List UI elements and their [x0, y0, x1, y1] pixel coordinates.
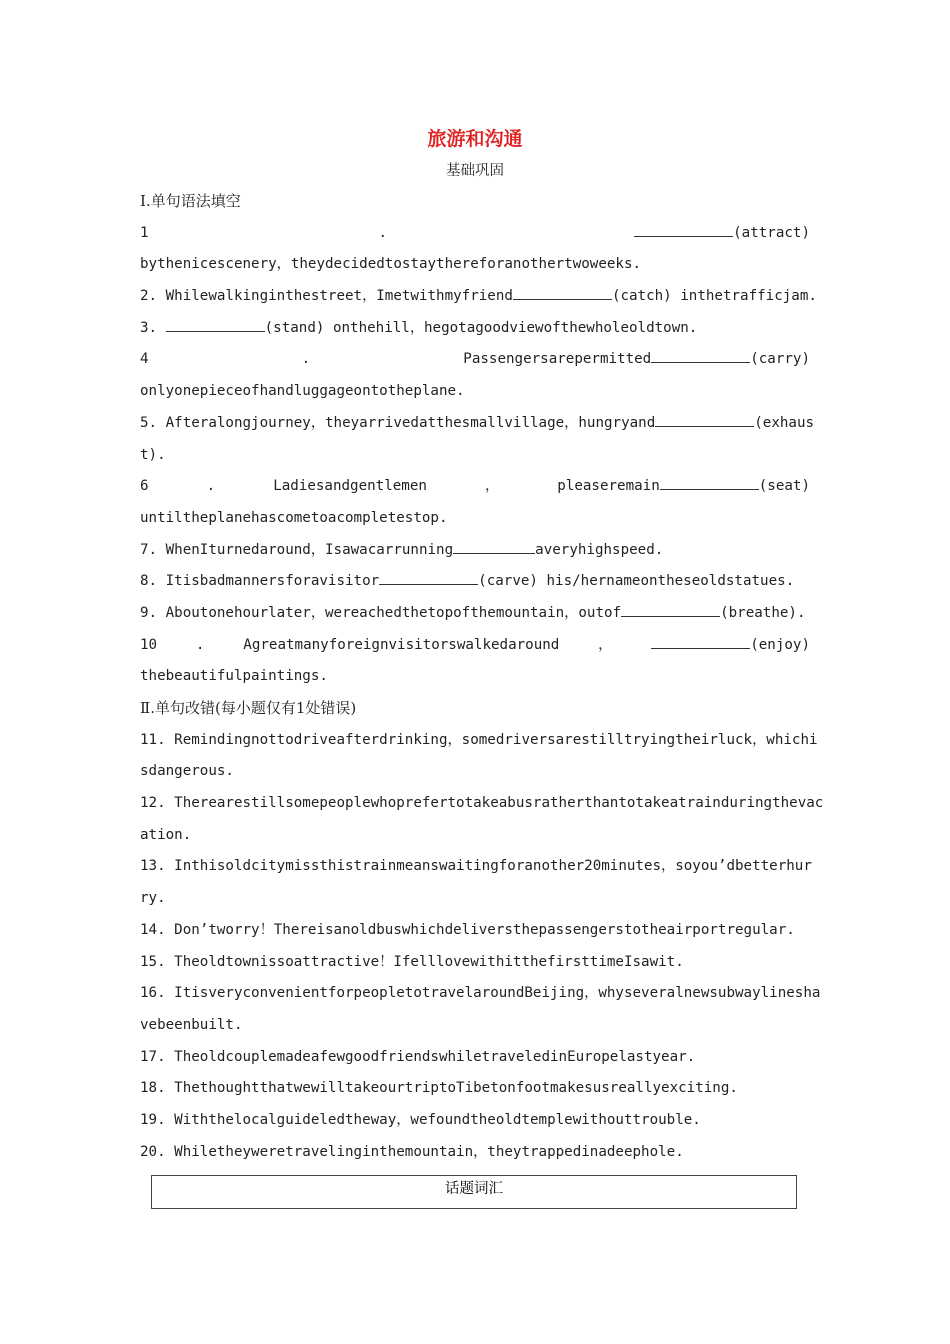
answer-blank[interactable] [379, 567, 478, 585]
question-10-continued: thebeautifulpaintings. [140, 668, 328, 685]
answer-blank[interactable] [655, 409, 754, 427]
topic-vocabulary-label: 话题词汇 [445, 1181, 503, 1197]
question-dot: . [301, 351, 311, 368]
answer-blank-group [651, 630, 810, 662]
topic-vocabulary-box [151, 1175, 797, 1209]
question-number: 10 [140, 636, 158, 653]
question-comma: ， [598, 636, 613, 653]
worksheet [140, 122, 824, 1168]
question-12: 12. Therearestillsomepeoplewhoprefertotakeabusratherthantotakeatrainduringthevac [140, 795, 824, 812]
question-1-continued: bythenicescenery，theydecidedtostaythereforanothertwoweeks. [140, 256, 642, 273]
word-hint: (attract) [733, 224, 810, 241]
question-text: Ladiesandgentlemen [273, 478, 427, 495]
question-6 [140, 471, 810, 503]
answer-blank[interactable] [651, 345, 750, 363]
question-dot: . [206, 478, 216, 495]
question-13-continued: ry. [140, 890, 166, 907]
question-text: 8. Itisbadmannersforavisitor [140, 573, 380, 590]
question-17: 17. TheoldcouplemadeafewgoodfriendswhiletraveledinEuropelastyear. [140, 1048, 696, 1065]
question-text: 2. Whilewalkinginthestreet，Imetwithmyfriend [140, 288, 513, 305]
section-2-heading: Ⅱ.单句改错(每小题仅有1处错误) [140, 699, 357, 717]
question-14: 14. Don’tworry！Thereisanoldbuswhichdeliversthepassengerstotheairportregular. [140, 921, 795, 938]
question-comma: ， [484, 478, 500, 495]
question-16-continued: vebeenbuilt. [140, 1016, 243, 1033]
question-9 [140, 598, 810, 630]
word-hint: (carry) [750, 351, 810, 368]
question-11: 11. Remindingnottodriveafterdrinking，somedriversarestilltryingtheirluck，whichi [140, 731, 818, 748]
answer-blank[interactable] [660, 472, 759, 490]
question-6-continued: untiltheplanehascometoacompletestop. [140, 509, 448, 526]
answer-blank[interactable] [453, 536, 535, 554]
word-hint: (enjoy) [750, 636, 810, 653]
question-number: 4 [140, 351, 149, 368]
page-subtitle: 基础巩固 [446, 163, 504, 179]
question-19: 19. Withthelocalguideledtheway，wefoundtheoldtemplewithouttrouble. [140, 1111, 701, 1128]
question-text: 5. Afteralongjourney，theyarrivedatthesmallvillage，hungryand [140, 414, 656, 431]
section-1-heading: Ⅰ.单句语法填空 [140, 192, 241, 210]
question-2 [140, 281, 817, 313]
question-dot: . [195, 636, 205, 653]
question-text-end: (carve) his/hernameontheseoldstatues. [478, 573, 795, 590]
question-number: 1 [140, 224, 149, 241]
question-4 [140, 344, 810, 376]
question-11-continued: sdangerous. [140, 763, 234, 780]
question-text-end: (catch) inthetrafficjam. [611, 288, 817, 305]
question-text: Agreatmanyforeignvisitorswalkedaround [243, 636, 560, 653]
question-12-continued: ation. [140, 826, 192, 843]
answer-blank-group [634, 218, 810, 250]
question-text: pleaseremain [557, 478, 660, 495]
question-13: 13. Inthisoldcitymissthistrainmeanswaitingforanother20minutes，soyou’dbetterhur [140, 858, 812, 875]
question-text-end: (exhaus [754, 414, 815, 431]
question-3 [140, 313, 810, 345]
question-15: 15. Theoldtownissoattractive！IfelllovewithitthefirsttimeIsawit. [140, 953, 684, 970]
question-5 [140, 408, 815, 440]
answer-blank[interactable] [513, 282, 612, 300]
question-text: 7. WhenIturnedaround，Isawacarrunning [140, 541, 454, 558]
question-20: 20. Whiletheyweretravelinginthemountain，theytrappedinadeephole. [140, 1143, 684, 1160]
question-16: 16. ItisveryconvenientforpeopletotravelaroundBeijing，whyseveralnewsubwaylinesha [140, 985, 821, 1002]
answer-blank[interactable] [621, 599, 720, 617]
answer-blank[interactable] [634, 219, 733, 237]
question-text-end: (breathe). [720, 604, 806, 621]
question-number: 6 [140, 478, 149, 495]
word-hint: (seat) [758, 478, 810, 495]
page-title: 旅游和沟通 [427, 128, 523, 150]
answer-blank-group [463, 344, 810, 376]
question-18: 18. ThethoughtthatwewilltakeourtriptoTibetonfootmakesusreallyexciting. [140, 1080, 738, 1097]
question-7 [140, 535, 810, 567]
question-1 [140, 218, 810, 250]
question-10 [140, 630, 810, 662]
question-dot: . [378, 224, 388, 241]
question-text-end: averyhighspeed. [535, 541, 664, 558]
question-8 [140, 566, 810, 598]
question-text: Passengersarepermitted [463, 351, 652, 368]
answer-blank[interactable] [166, 314, 265, 332]
question-text: 9. Aboutonehourlater，wereachedthetopofthemountain，outof [140, 604, 622, 621]
answer-blank-group [557, 471, 810, 503]
question-text: 3. [140, 319, 166, 336]
question-text-end: (stand) onthehill，hegotagoodviewofthewholeoldtown. [264, 319, 698, 336]
answer-blank[interactable] [651, 631, 750, 649]
question-5-continued: t). [140, 446, 166, 463]
question-4-continued: onlyonepieceofhandluggageontotheplane. [140, 383, 465, 400]
